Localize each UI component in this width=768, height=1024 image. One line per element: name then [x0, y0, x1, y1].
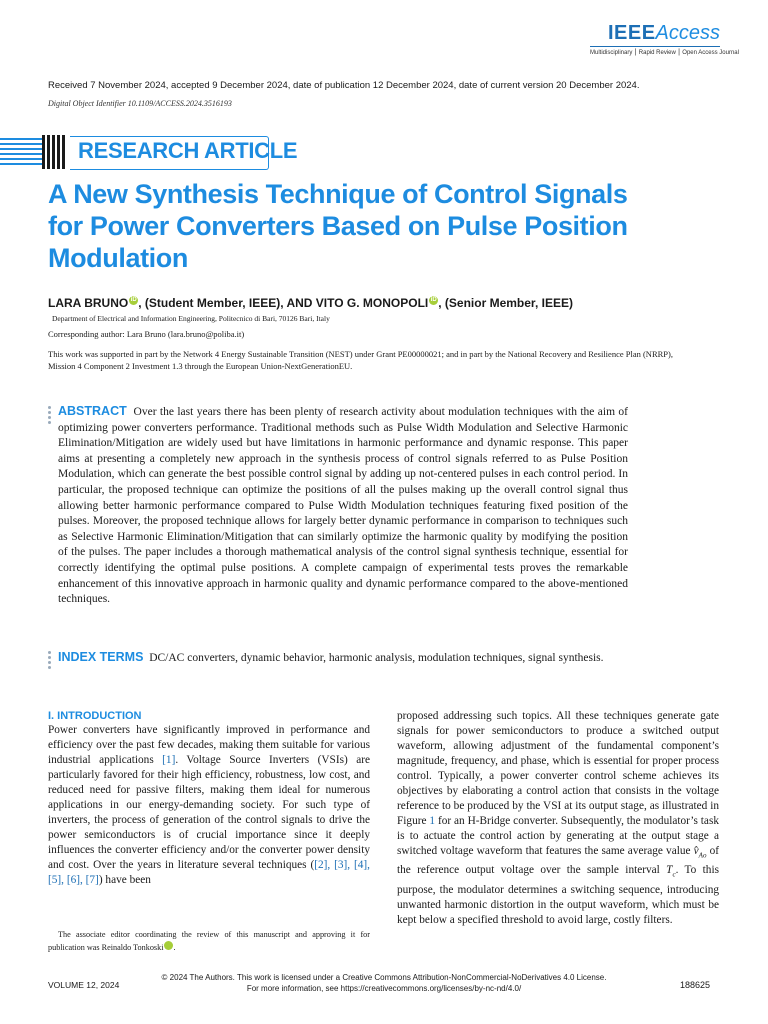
body-text: . Voltage Source Inverters (VSIs) are particularly favored for their high efficiency, robustness, low cost, and reduced need for passive filters, making them ideal for numerous applications in our energy-demanding society. For such type of inverters, the process of generation of the control signals to drive the power semiconductors is of crucial importance since it deeply influences the converter efficiency and/or the converter power density and cost. Over the years in literature several techniques (	[48, 754, 370, 871]
orcid-icon[interactable]: iD	[430, 297, 437, 303]
journal-logo	[590, 22, 739, 56]
abstract-marker	[48, 406, 51, 426]
volume-info: VOLUME 12, 2024	[48, 980, 120, 990]
body-text: . To this purpose, the modulator determines a switching sequence, introducing unwanted harmonic distortion in the output waveform, which must be kept below a specified threshold to avoid large, costly filters.	[397, 864, 719, 926]
author-1-role: , (Student Member, IEEE), AND	[138, 296, 316, 310]
author-2-role: , (Senior Member, IEEE)	[438, 296, 573, 310]
doi-line: Digital Object Identifier 10.1109/ACCESS.2024.3516193	[48, 99, 232, 108]
citation-link[interactable]: [1]	[162, 754, 176, 766]
funding-statement: This work was supported in part by the Network 4 Energy Sustainable Transition (NEST) under Grant PE00000021; and in part by the National Recovery and Resilience Plan (NRRP), Mission 4 Component 2 Investment 1.3 through the European Union-NextGenerationEU.	[48, 349, 673, 371]
section-heading: I. INTRODUCTION	[48, 710, 142, 722]
index-terms-label: INDEX TERMS	[58, 650, 144, 664]
figure-link[interactable]: 1	[429, 815, 436, 827]
logo-tagline: Multidisciplinary ⎮ Rapid Review ⎮ Open Access Journal	[590, 50, 739, 56]
index-terms-text: DC/AC converters, dynamic behavior, harmonic analysis, modulation techniques, signal synthesis.	[149, 652, 604, 664]
orcid-icon[interactable]: iD	[130, 297, 137, 303]
math-symbol: $v̂_{Ao}$	[693, 845, 707, 860]
author-2: VITO G. MONOPOLI	[315, 296, 429, 310]
abstract	[58, 404, 628, 608]
citation-link[interactable]: [2], [3], [4], [5], [6], [7]	[48, 859, 370, 886]
body-text: for an H-Bridge converter. Subsequently, the modulator’s task is to actuate the control action by generating at the output stage a switched voltage waveform that features the same average value	[397, 815, 719, 857]
body-column-left	[48, 723, 370, 888]
body-column-right	[397, 709, 719, 928]
index-terms	[58, 650, 628, 667]
banner-bars	[42, 135, 70, 169]
orcid-icon[interactable]: iD	[164, 941, 173, 950]
abstract-label: ABSTRACT	[58, 404, 127, 418]
author-line	[48, 296, 573, 310]
index-terms-marker	[48, 651, 51, 671]
footnote	[48, 928, 370, 954]
corresponding-author: Corresponding author: Lara Bruno (lara.bruno@poliba.it)	[48, 329, 245, 339]
footnote-end: .	[173, 943, 176, 952]
affiliation: Department of Electrical and Information Engineering, Politecnico di Bari, 70126 Bari, Italy	[52, 314, 330, 323]
page-number: 188625	[680, 980, 711, 990]
body-text: of the reference output voltage over the sample interval	[397, 845, 719, 877]
logo-rule	[590, 46, 720, 47]
abstract-text: Over the last years there has been plenty of research activity about modulation techniques with the aim of optimizing power converters performance. Traditional methods such as Pulse Width Modulation and Selective Harmonic Elimination/Mitigation are widely used but have limitations in harmonic performance and dynamic response. This paper aims at presenting a completely new approach in the synthesis process of control signals referred to as Pulse Position Modulation, which can generate the best possible control signal by adding up not-centered pulses in each control period. In particular, the proposed technique can optimize the positions of all the pulses making up the overall control signal thus allowing better harmonic performance compared to Pulse Width Modulation techniques featuring fixed position of the pulses. Moreover, the proposed technique allows for largely better dynamic performance in comparison to techniques such as Selective Harmonic Elimination/Mitigation that can similarly optimize the harmonic quality by modifying the position of the pulses. The paper includes a thorough mathematical analysis of the control signal synthesis technique, essential for correctly identifying the optimal pulse positions. A complete campaign of experimental tests proves the remarkable enhancement of this innovative approach in harmonic quality and dynamic performance compared to the above-mentioned techniques.	[58, 406, 628, 606]
paper-title: A New Synthesis Technique of Control Signals for Power Converters Based on Pulse Position Modulation	[48, 179, 628, 273]
body-text: proposed addressing such topics. All these techniques generate gate signals for power semiconductors to produce a switched output waveform, allowing adjustment of the fundamental component’s magnitude, frequency, and phase, which is essential for proper process control. Typically, a power converter control scheme achieves its objectives by elaborating a control action that consists in the voltage reference to be produced by the VSI at its output stage, as illustrated in Figure	[397, 710, 719, 827]
footnote-text: The associate editor coordinating the review of this manuscript and approving it for publication was Reinaldo Tonkoski	[48, 930, 370, 952]
logo-access: Access	[655, 22, 720, 44]
logo-ieee: IEEE	[607, 22, 656, 44]
received-dates: Received 7 November 2024, accepted 9 December 2024, date of publication 12 December 2024, date of current version 20 December 2024.	[48, 80, 640, 91]
article-type: RESEARCH ARTICLE	[78, 138, 298, 163]
math-symbol: $T_c$	[666, 864, 676, 879]
banner-decoration	[0, 138, 44, 168]
body-text: ) have been	[98, 874, 151, 886]
body-text: Power converters have significantly improved in performance and efficiency over the past few decades, making them suitable for various industrial applications	[48, 724, 370, 766]
author-1: LARA BRUNO	[48, 296, 129, 310]
license-line-1: © 2024 The Authors. This work is licensed under a Creative Commons Attribution-NonCommercial-NoDerivatives 4.0 License.	[161, 973, 607, 982]
license-line-2[interactable]: For more information, see https://creativecommons.org/licenses/by-nc-nd/4.0/	[246, 984, 522, 993]
